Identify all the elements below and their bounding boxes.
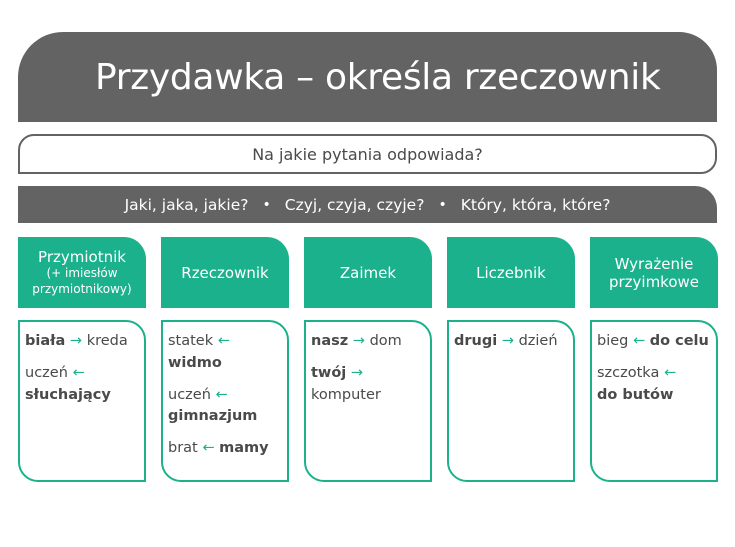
arrow-right-icon: →: [501, 333, 514, 349]
arrow-right-icon: →: [69, 333, 83, 349]
header-label: przyimkowe: [608, 272, 700, 291]
bullet-separator: •: [438, 196, 447, 213]
card-liczebnik: [447, 320, 575, 482]
header-sublabel: przymiotnikowy): [32, 281, 132, 296]
title-banner: [18, 32, 717, 122]
header-label: Liczebnik: [476, 263, 546, 282]
example-entry: brat ← mamy: [168, 440, 269, 456]
question-banner: [18, 134, 717, 174]
answer-3: Który, która, które?: [460, 195, 611, 214]
header-sublabel: (+ imiesłów: [46, 265, 118, 280]
card-zaimek: [304, 320, 432, 482]
example-entry: drugi → dzień: [454, 333, 558, 349]
answer-1: Jaki, jaka, jakie?: [124, 195, 249, 214]
arrow-right-icon: →: [352, 333, 365, 349]
header-label: Zaimek: [339, 263, 397, 282]
example-entry: twój → komputer: [311, 364, 381, 403]
example-entry: nasz → dom: [311, 333, 402, 349]
card-wyrazenie-przyimkowe: [590, 320, 718, 482]
arrow-left-icon: ←: [202, 440, 215, 456]
header-przymiotnik: [18, 237, 146, 308]
example-entry: statek ← widmo: [168, 333, 230, 371]
page-title: Przydawka – określa rzeczownik: [95, 56, 661, 98]
header-label: Rzeczownik: [181, 263, 269, 282]
arrow-left-icon: ←: [217, 333, 230, 349]
header-wyrazenie-przyimkowe: [590, 237, 718, 308]
card-przymiotnik: [18, 320, 146, 482]
answer-2: Czyj, czyja, czyje?: [284, 195, 425, 214]
header-rzeczownik: [161, 237, 289, 308]
header-label: Przymiotnik: [38, 247, 126, 266]
bullet-separator: •: [262, 196, 271, 213]
arrow-left-icon: ←: [72, 364, 85, 381]
header-zaimek: [304, 237, 432, 308]
arrow-right-icon: →: [350, 364, 364, 381]
example-entry: biała → kreda: [25, 333, 128, 349]
header-liczebnik: [447, 237, 575, 308]
example-entry: bieg ← do celu: [597, 333, 709, 349]
question-text: Na jakie pytania odpowiada?: [252, 144, 483, 164]
arrow-left-icon: ←: [632, 333, 646, 349]
arrow-left-icon: ←: [215, 386, 228, 403]
header-label: Wyrażenie: [614, 254, 694, 273]
example-entry: szczotka ← do butów: [597, 364, 677, 403]
arrow-left-icon: ←: [663, 364, 677, 381]
example-entry: uczeń ← słuchający: [25, 364, 111, 403]
example-entry: uczeń ← gimnazjum: [168, 386, 258, 425]
card-rzeczownik: [161, 320, 289, 482]
answers-banner: [18, 186, 717, 223]
